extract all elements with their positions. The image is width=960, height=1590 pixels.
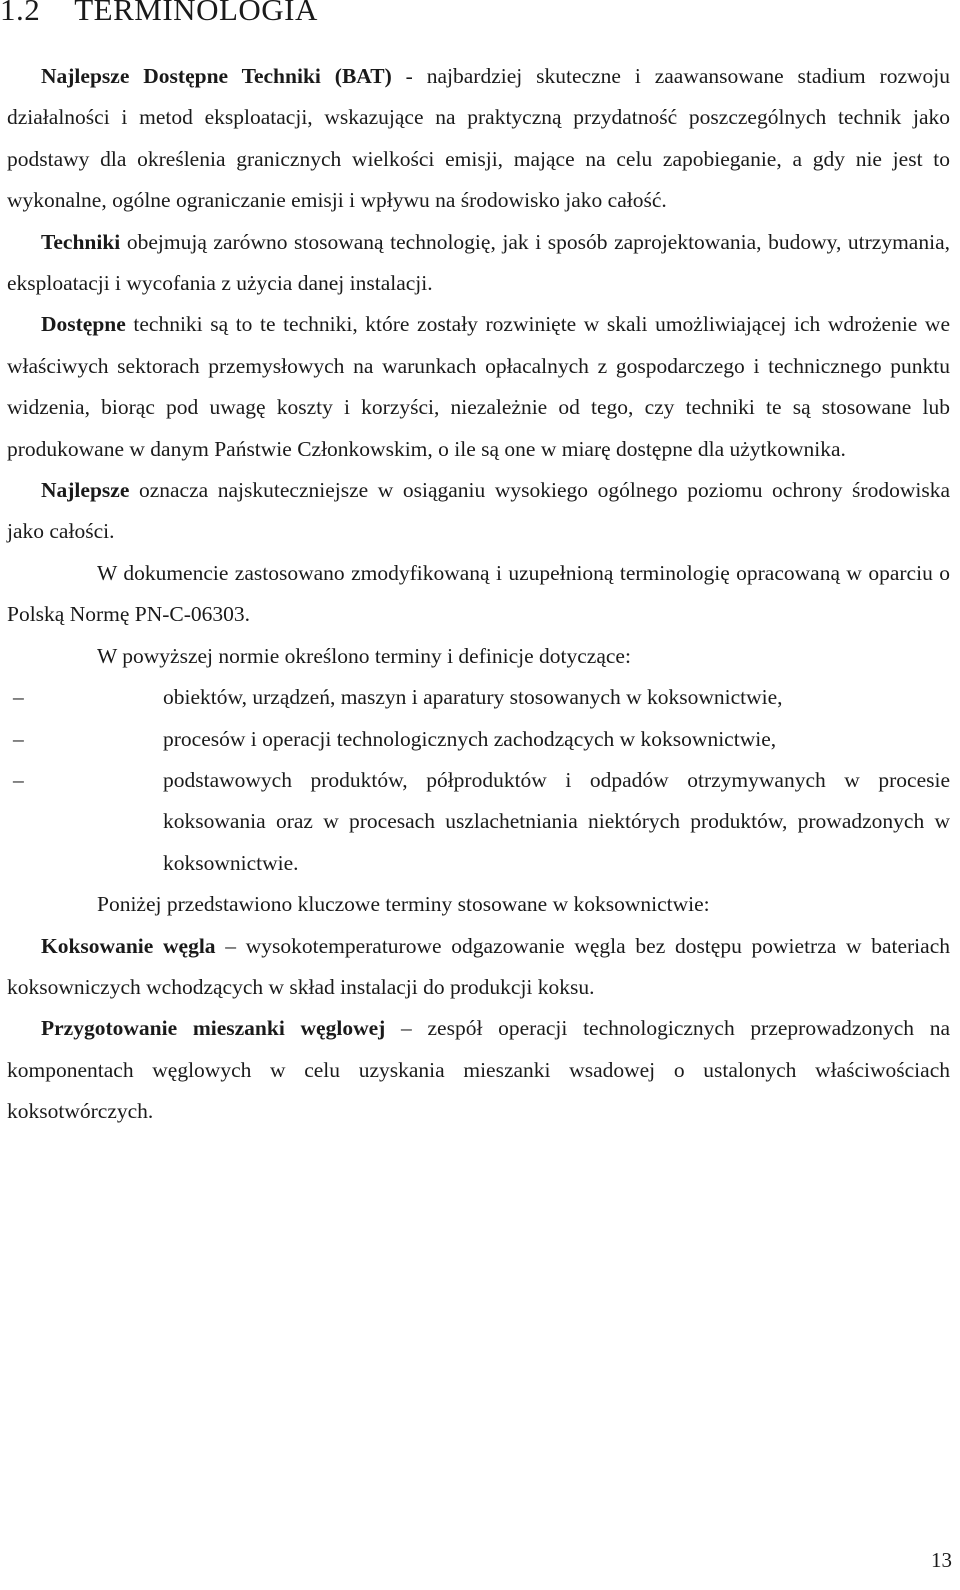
term-bat: Najlepsze Dostępne Techniki (BAT) xyxy=(41,64,392,88)
definition-text: - najbardziej skuteczne i zaawansowane stadium rozwoju działalności i metod eksploatacji, wskazujące na praktyczną przydatność poszczególnych technik jako podstawy dla określenia granicznych wielkości emisji, mające na celu zapobieganie, a gdy nie jest to wykonalne, ogólne ograniczanie emisji i wpływu na środowisko jako całość. xyxy=(7,64,950,213)
section-title: TERMINOLOGIA xyxy=(74,0,318,27)
term-przygotowanie: Przygotowanie mieszanki węglowej xyxy=(41,1016,386,1041)
definition-text: techniki są to te techniki, które zostały rozwinięte w skali umożliwiającej ich wdrożenie we właściwych sektorach przemysłowych na warunkach opłacalnych z gospodarczego i technicznego punktu widzenia, biorąc pod uwagę koszty i korzyści, niezależnie od tego, czy techniki te są stosowane lub produkowane w danym Państwie Członkowskim, o ile są one w miarę dostępne dla użytkownika. xyxy=(7,312,950,461)
definition-techniki xyxy=(7,222,950,305)
definition-przygotowanie xyxy=(7,1008,950,1132)
definition-dostepne xyxy=(7,304,950,470)
definition-text: – zespół operacji technologicznych przeprowadzonych na komponentach węglowych w celu uzyskania mieszanki wsadowej o ustalonych właściwościach koksotwórczych. xyxy=(7,1016,950,1124)
list-item xyxy=(7,677,950,718)
section-heading xyxy=(0,0,318,28)
definition-bat xyxy=(7,56,950,222)
section-number: 1.2 xyxy=(0,0,41,27)
page-number: 13 xyxy=(931,1548,952,1572)
term-techniki: Techniki xyxy=(41,229,121,254)
paragraph-key-terms-intro: Poniżej przedstawiono kluczowe terminy stosowane w koksownictwie: xyxy=(97,892,710,917)
list-item xyxy=(7,719,950,760)
definition-text: oznacza najskuteczniejsze w osiąganiu wysokiego ogólnego poziomu ochrony środowiska jako całości. xyxy=(7,478,950,544)
paragraph-list-intro: W powyższej normie określono terminy i definicje dotyczące: xyxy=(97,643,631,668)
definition-text: obejmują zarówno stosowaną technologię, jak i sposób zaprojektowania, budowy, utrzymania, eksploatacji i wycofania z użycia danej instalacji. xyxy=(7,229,950,296)
list-item-text: podstawowych produktów, półproduktów i odpadów otrzymywanych w procesie koksowania oraz w procesach uszlachetniania niektórych produktów, prowadzonych w koksownictwie. xyxy=(163,767,950,875)
definition-text: – wysokotemperaturowe odgazowanie węgla bez dostępu powietrza w bateriach koksowniczych wchodzących w skład instalacji do produkcji koksu. xyxy=(7,933,950,999)
list-item-text: obiektów, urządzeń, maszyn i aparatury stosowanych w koksownictwie, xyxy=(163,685,783,710)
definition-najlepsze xyxy=(7,470,950,553)
list-item xyxy=(7,760,950,884)
list-item-text: procesów i operacji technologicznych zachodzących w koksownictwie, xyxy=(163,726,777,751)
document-body xyxy=(7,56,950,1133)
list-dash: – xyxy=(13,726,24,751)
terms-list xyxy=(7,677,950,884)
definition-koksowanie xyxy=(7,926,950,1009)
list-dash: – xyxy=(13,685,24,710)
term-dostepne: Dostępne xyxy=(41,312,126,337)
paragraph-norm: W dokumencie zastosowano zmodyfikowaną i uzupełnioną terminologię opracowaną w oparciu o Polską Normę PN-C-06303. xyxy=(7,560,950,627)
term-koksowanie: Koksowanie węgla xyxy=(41,933,216,958)
term-najlepsze: Najlepsze xyxy=(41,478,130,503)
list-dash: – xyxy=(13,767,24,792)
